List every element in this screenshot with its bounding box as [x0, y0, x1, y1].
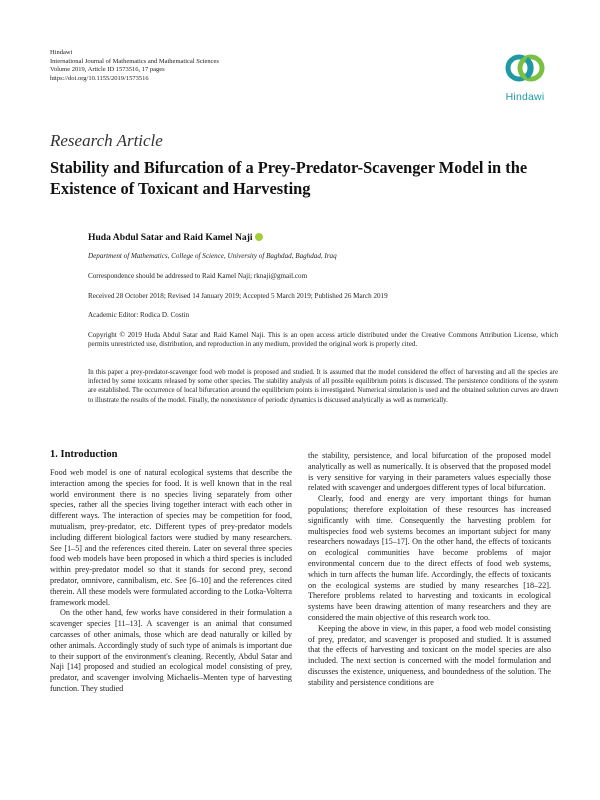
volume-info: Volume 2019, Article ID 1573516, 17 pages — [50, 66, 165, 74]
affiliation: Department of Mathematics, College of Science, University of Baghdad, Baghdad, Iraq — [88, 252, 337, 260]
hindawi-wordmark: Hindawi — [505, 91, 545, 103]
correspondence: Correspondence should be addressed to Raid Kamel Naji; rknaji@gmail.com — [88, 272, 308, 280]
paragraph: the stability, persistence, and local bifurcation of the proposed model analytically as well as numerically. It is observed that the proposed model is very sensitive for varying in their parameters values especially those related with scavenger and undergoes different types of local bifurcation. — [308, 451, 551, 493]
article-title: Stability and Bifurcation of a Prey-Predator-Scavenger Model in the Existence of Toxicant and Harvesting — [50, 158, 528, 198]
academic-editor: Academic Editor: Rodica D. Costin — [88, 311, 190, 319]
left-column — [50, 468, 292, 695]
section-heading-introduction: 1. Introduction — [50, 449, 118, 460]
paragraph: On the other hand, few works have considered in their formulation a scavenger species [11–13]. A scavenger is an animal that consumed carcasses of other animals, those which are dead naturally or killed by other animals. Accordingly study of such type of animals is important due to their support of the environment's cleaning. Recently, Abdul Satar and Naji [14] proposed and studied an ecological model consisting of prey, predator, and scavenger involving Michaelis–Menten type of harvesting function. They studied — [50, 608, 292, 693]
copyright-notice: Copyright © 2019 Huda Abdul Satar and Raid Kamel Naji. This is an open access article distributed under the Creative Commons Attribution License, which permits unrestricted use, distribution, and reproduction in any medium, provided the original work is properly cited. — [88, 331, 558, 349]
author-line — [88, 232, 263, 243]
journal-name: International Journal of Mathematics and Mathematical Sciences — [50, 57, 219, 65]
paragraph: Keeping the above in view, in this paper, a food web model consisting of prey, predator, and scavenger is proposed and studied. It is assumed that the effects of harvesting and toxicant on the model species are also included. The next section is concerned with the model formulation and discusses the existence, uniqueness, and boundedness of the solution. The stability and persistence conditions are — [308, 623, 551, 687]
publisher-name: Hindawi — [50, 49, 73, 56]
article-type: Research Article — [50, 131, 163, 150]
abstract: In this paper a prey-predator-scavenger food web model is proposed and studied. It is assumed that the model considered the effect of harvesting and all the species are infected by some toxicants released by some other species. The stability analysis of all possible equilibrium points is discussed. The persistence conditions of the system are established. The occurrence of local bifurcation around the equilibrium points is investigated. Numerical simulation is used and the obtained solution curves are drawn to illustrate the results of the model. Finally, the nonexistence of periodic dynamics is discussed analytically as well as numerically. — [88, 369, 558, 404]
paragraph: Clearly, food and energy are very important things for human populations; therefore exploitation of these resources has increased significantly with time. Consequently the harvesting problem for multispecies food web systems becomes an important subject for many researchers nowadays [15–17]. On the other hand, the effects of toxicants on ecological communities have become problems of major environmental concern due to the direct effects of food web systems, which in turn affects the human life. Accordingly, the effects of toxicants on the ecological systems are studied by many researches [18–22]. Therefore problems related to harvesting and toxicants in ecological systems have been drawing attention of many researchers and they are considered the main objective of this research work too. — [308, 494, 551, 622]
doi-link[interactable]: https://doi.org/10.1155/2019/1573516 — [50, 74, 149, 82]
publication-dates: Received 28 October 2018; Revised 14 January 2019; Accepted 5 March 2019; Published 26 March 2019 — [88, 292, 388, 300]
header-meta — [50, 49, 219, 83]
orcid-icon[interactable] — [255, 233, 263, 241]
right-column — [308, 451, 551, 689]
author-names: Huda Abdul Satar and Raid Kamel Naji — [88, 232, 253, 243]
paragraph: Food web model is one of natural ecological systems that describe the interaction among the species for food. It is well known that in the real world environment there is no species living separately from other species, rather all the species living together interact with each other in different ways. The interaction of species may be competition for food, mutualism, prey-predator, etc. Different types of prey-predator models including different biological factors were studied by many researchers. See [1–5] and the references cited therein. Later on several three species food web models have been proposed in which a third species is included within prey-predator model so that it stands for second prey, second predator, omnivore, cannibalism, etc. See [6–10] and the references cited therein. All these models were formulated according to the Lotka-Volterra framework model. — [50, 468, 292, 607]
